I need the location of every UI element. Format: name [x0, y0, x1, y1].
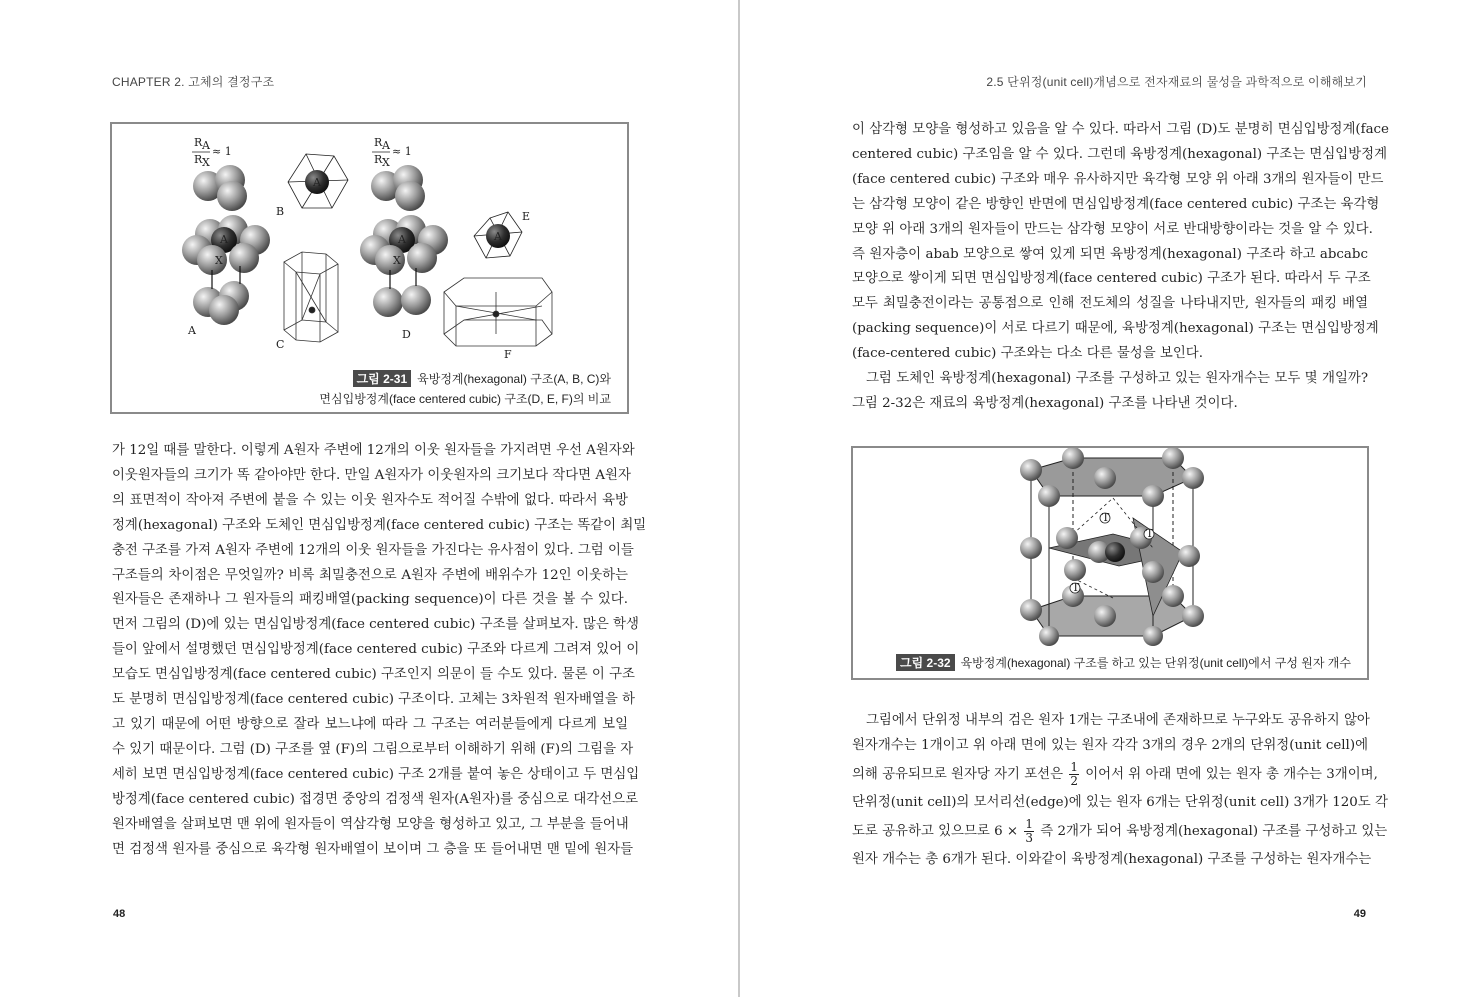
figure-2-31-caption-line1: 그림 2-31 육방정계(hexagonal) 구조(A, B, C)와	[353, 370, 611, 387]
atom-x-label-2: X	[393, 254, 401, 267]
stack-a	[182, 165, 270, 337]
svg-text:R: R	[374, 136, 383, 149]
ratio-den-sub: X	[202, 156, 210, 169]
atom-a-label-1: A	[220, 233, 228, 246]
figure-2-32-illustration	[853, 448, 1367, 648]
atom-a-label-2: A	[313, 176, 321, 189]
ratio-den: R	[194, 153, 203, 166]
panel-f-label: F	[504, 348, 512, 361]
atom-a-label-4: A	[494, 230, 502, 243]
text-line: 그림 2-32은 재료의 육방정계(hexagonal) 구조를 나타낸 것이다.	[852, 395, 1238, 411]
ratio-value: ≈ 1	[212, 145, 232, 158]
text-line: 그림에서 단위정 내부의 검은 원자 1개는 구조내에 존재하므로 누구와도 공유하지 않아	[866, 713, 1370, 728]
figure-2-31-illustration	[112, 124, 627, 364]
running-head-right: 2.5 단위정(unit cell)개념으로 전자재료의 물성을 과학적으로 이해해보기	[986, 75, 1367, 89]
text-line: 모양으로 쌓이게 되면 면심입방정계(face centered cubic) 구조가 된다. 따라서 두 구조	[852, 271, 1371, 287]
figure-2-32-caption: 그림 2-32 육방정계(hexagonal) 구조를 하고 있는 단위정(unit cell)에서 구성 원자 개수	[896, 654, 1351, 671]
fraction-one-half: $\frac{1}{2}$	[1070, 759, 1078, 788]
text-line: 충전 구조를 가져 A원자 주변에 12개의 이웃 원자들을 가진다는 유사점이 있다. 그럼 이들	[112, 542, 634, 558]
text-line: 모양 위 아래 3개의 원자들이 만드는 삼각형 모양이 서로 반대방향이라는 것을 알 수 있다.	[852, 221, 1373, 237]
t-marker-3: T	[1146, 527, 1154, 540]
panel-d-label: D	[402, 328, 411, 341]
text-line-fraction-2: 도로 공유하고 있으므로 6 × $\frac{1}{3}$ 즉 2개가 되어 육방정계(hexagonal) 구조를 구성하고 있는	[852, 816, 1388, 845]
text-line: 먼저 그림의 (D)에 있는 면심입방정계(face centered cubic) 구조를 살펴보자. 많은 학생	[112, 617, 639, 633]
text-line: 즉 원자층이 abab 모양으로 쌓여 있게 되면 육방정계(hexagonal) 구조라 하고 abcabc	[852, 246, 1368, 262]
hex-cell-c	[276, 252, 338, 351]
text-line: 정계(hexagonal) 구조와 도체인 면심입방정계(face centered cubic) 구조는 똑같이 최밀	[112, 517, 647, 533]
text-line: 단위정(unit cell)의 모서리선(edge)에 있는 원자 6개는 단위정(unit cell) 3개가 120도 각	[852, 794, 1388, 810]
figure-2-32-tag: 그림 2-32	[896, 654, 955, 671]
text-line: 원자배열을 살펴보면 맨 위에 원자들이 역삼각형 모양을 형성하고 있고, 그 부분을 들어내	[112, 816, 629, 832]
right-page	[740, 0, 1478, 997]
stack-d	[360, 165, 448, 341]
t-marker-1: T	[1102, 511, 1110, 524]
figure-2-32	[851, 446, 1369, 680]
text-line: (face centered cubic) 구조와 매우 유사하지만 육각형 모양 위 아래 3개의 원자들이 만드	[852, 171, 1384, 187]
left-body-text	[112, 439, 647, 862]
figure-2-31-tag: 그림 2-31	[353, 370, 412, 387]
figure-2-31-caption-line2: 면심입방정계(face centered cubic) 구조(D, E, F)의 비교	[319, 392, 611, 406]
polyhedron-e	[474, 210, 530, 258]
svg-text:X: X	[382, 156, 390, 169]
text-line: (packing sequence)이 서로 다르기 때문에, 육방정계(hexagonal) 구조는 면심입방정계	[852, 321, 1379, 337]
text-line: 면 검정색 원자를 중심으로 육각형 원자배열이 보이며 그 층을 또 들어내면 맨 밑에 원자들	[112, 841, 634, 857]
text-line: 모습도 면심입방정계(face centered cubic) 구조인지 의문이 들 수도 있다. 물론 이 구조	[112, 667, 635, 683]
panel-b-label: B	[276, 205, 285, 218]
text-line: 이웃원자들의 크기가 똑 같아야만 한다. 만일 A원자가 이웃원자의 크기보다 작다면 A원자	[112, 467, 631, 483]
ratio-label-left	[192, 136, 232, 169]
text-line: 수 있기 때문이다. 그럼 (D) 구조를 옆 (F)의 그림으로부터 이해하기 위해 (F)의 그림을 자	[112, 741, 634, 757]
panel-a-label: A	[188, 324, 196, 337]
left-page	[0, 0, 738, 997]
page-number-left: 48	[113, 908, 126, 920]
text-line: 원자 개수는 총 6개가 된다. 이와같이 육방정계(hexagonal) 구조를 구성하는 원자개수는	[852, 851, 1372, 867]
text-line: 가 12일 때를 말한다. 이렇게 A원자 주변에 12개의 이웃 원자들을 가지려면 우선 A원자와	[112, 443, 635, 458]
page-number-right: 49	[1353, 908, 1366, 920]
text-line: 방정계(face centered cubic) 접경면 중앙의 검정색 원자(A원자)를 중심으로 대각선으로	[112, 791, 639, 807]
text-line: 모두 최밀충전이라는 공통점으로 인해 전도체의 성질을 나타내지만, 원자들의 패킹 배열	[852, 296, 1368, 312]
panel-c-label: C	[276, 338, 285, 351]
right-body-text-top	[852, 118, 1389, 417]
ratio-label-right	[372, 136, 412, 169]
fcc-cells-f	[444, 278, 552, 361]
ratio-num: R	[194, 136, 203, 149]
text-line: centered cubic) 구조임을 알 수 있다. 그런데 육방정계(hexagonal) 구조는 면심입방정계	[852, 146, 1388, 162]
fraction-one-third: $\frac{1}{3}$	[1025, 816, 1034, 845]
ratio-num-sub: A	[202, 139, 210, 152]
atom-a-label-3: A	[398, 233, 406, 246]
text-line: 구조들의 차이점은 무엇일까? 비록 최밀충전으로 A원자 주변에 배위수가 12인 이웃하는	[112, 567, 628, 583]
text-line: 고 있기 때문에 어떤 방향으로 잘라 보느냐에 따라 그 구조는 여러분들에게 다르게 보일	[112, 716, 628, 732]
atom-x-label-1: X	[215, 254, 223, 267]
text-line: 들이 앞에서 설명했던 면심입방정계(face centered cubic) 구조와 다르게 그려져 있어 이	[112, 642, 640, 658]
text-line: 도 분명히 면심입방정계(face centered cubic) 구조이다. 고체는 3차원적 원자배열을 하	[112, 692, 635, 708]
polyhedron-b	[276, 154, 348, 218]
text-line: 원자들은 존재하나 그 원자들의 패킹배열(packing sequence)이 다른 것을 볼 수 있다.	[112, 592, 628, 608]
text-line: 의 표면적이 작아져 주변에 붙을 수 있는 이웃 원자수도 적어질 수밖에 없다. 따라서 육방	[112, 492, 628, 508]
text-line-fraction-1: 의해 공유되므로 원자당 자기 포션은 $\frac{1}{2}$ 이어서 위 아래 면에 있는 원자 총 개수는 3개이며,	[852, 759, 1378, 788]
text-line: 는 삼각형 모양이 같은 방향인 반면에 면심입방정계(face centered cubic) 구조는 육각형	[852, 196, 1380, 212]
text-line: 그럼 도체인 육방정계(hexagonal) 구조를 구성하고 있는 원자개수는 모두 몇 개일까?	[866, 371, 1368, 387]
text-line: 원자개수는 1개이고 위 아래 면에 있는 원자 각각 3개의 경우 2개의 단위정(unit cell)에	[852, 737, 1368, 753]
text-line: (face-centered cubic) 구조와는 다소 다른 물성을 보인다.	[852, 346, 1203, 362]
text-line: 이 삼각형 모양을 형성하고 있음을 알 수 있다. 따라서 그림 (D)도 분명히 면심입방정계(face	[852, 122, 1389, 137]
right-body-text-bottom	[852, 709, 1388, 873]
svg-text:≈ 1: ≈ 1	[392, 145, 412, 158]
svg-text:A: A	[382, 139, 390, 152]
t-marker-2: T	[1072, 581, 1080, 594]
panel-e-label: E	[522, 210, 531, 223]
running-head-left: CHAPTER 2. 고체의 결정구조	[112, 75, 275, 89]
svg-text:R: R	[374, 153, 383, 166]
figure-2-31	[110, 122, 629, 414]
text-line: 세히 보면 면심입방정계(face centered cubic) 구조 2개를 붙여 놓은 상태이고 두 면심입	[112, 766, 640, 782]
